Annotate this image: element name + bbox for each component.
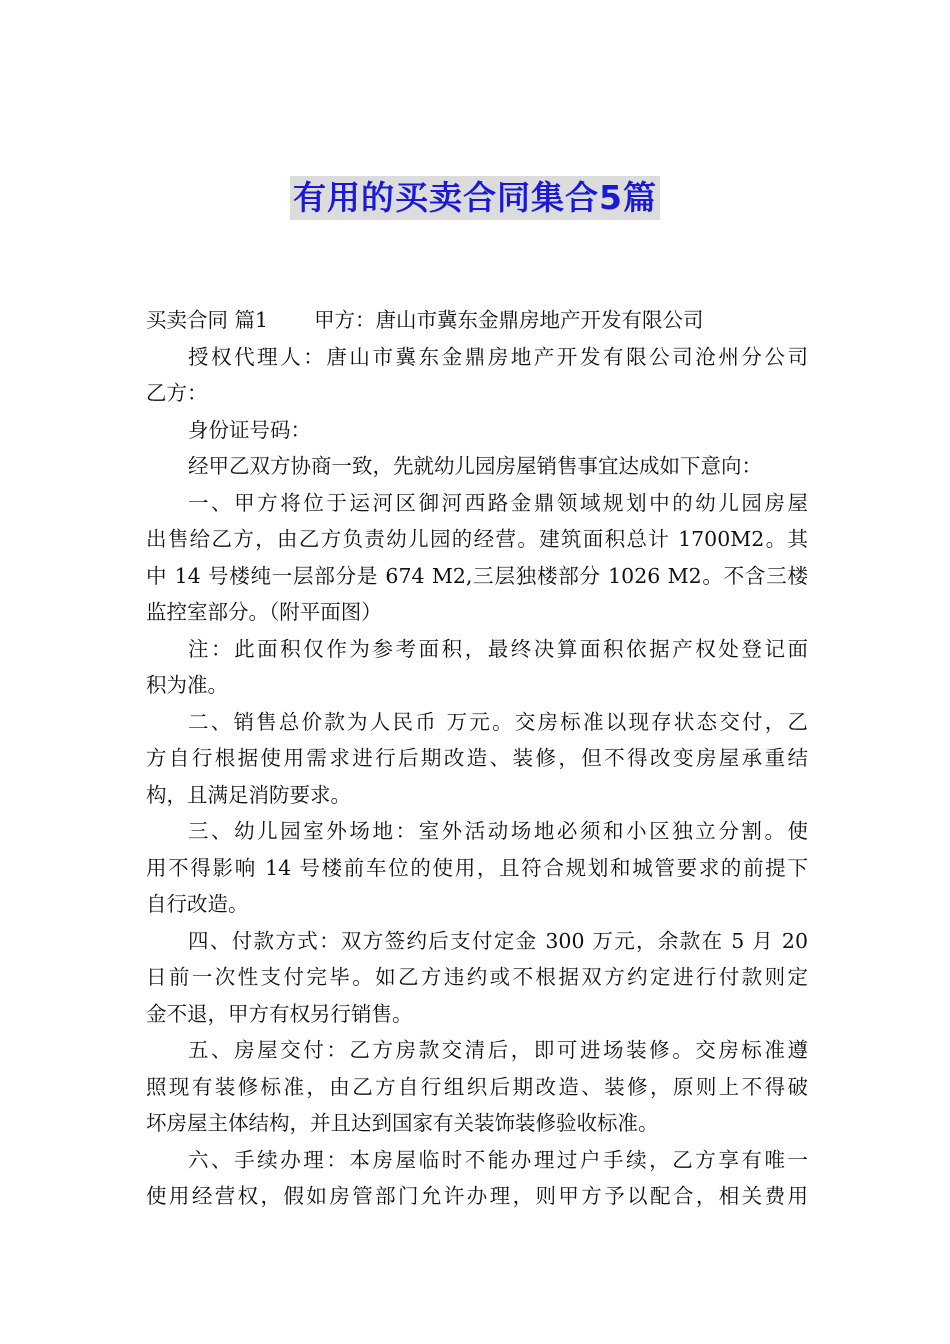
paragraph-line: 使用经营权，假如房管部门允许办理，则甲方予以配合，相关费用 bbox=[146, 1184, 808, 1208]
paragraph-line: 坏房屋主体结构，并且达到国家有关装饰装修验收标准。 bbox=[146, 1111, 659, 1135]
intro-paragraph: 经甲乙双方协商一致，先就幼儿园房屋销售事宜达成如下意向： bbox=[188, 454, 762, 478]
paragraph-line: 日前一次性支付完毕。如乙方违约或不根据双方约定进行付款则定 bbox=[146, 965, 808, 989]
document-title: 有用的买卖合同集合5篇 bbox=[290, 176, 660, 220]
paragraph-line: 用不得影响 14 号楼前车位的使用，且符合规划和城管要求的前提下 bbox=[146, 855, 808, 880]
paragraph-line: 一、甲方将位于运河区御河西路金鼎领域规划中的幼儿园房屋 bbox=[188, 490, 808, 515]
title-container bbox=[0, 176, 950, 220]
paragraph-line: 中 14 号楼纯一层部分是 674 M2,三层独楼部分 1026 M2。不含三楼 bbox=[146, 563, 808, 588]
paragraph-line: 六、手续办理：本房屋临时不能办理过户手续，乙方享有唯一 bbox=[188, 1147, 808, 1172]
paragraph-line: 方自行根据使用需求进行后期改造、装修，但不得改变房屋承重结 bbox=[146, 746, 808, 770]
party-a: 甲方：唐山市冀东金鼎房地产开发有限公司 bbox=[314, 308, 704, 332]
contract-heading-line bbox=[146, 302, 808, 339]
paragraph-line: 四、付款方式：双方签约后支付定金 300 万元，余款在 5 月 20 bbox=[188, 928, 808, 953]
paragraph-line: 构，且满足消防要求。 bbox=[146, 782, 351, 807]
paragraph-line: 二、销售总价款为人民币 万元。交房标准以现存状态交付，乙 bbox=[188, 709, 808, 734]
paragraph-line: 金不退，甲方有权另行销售。 bbox=[146, 1001, 413, 1026]
authorized-agent: 授权代理人：唐山市冀东金鼎房地产开发有限公司沧州分公司 bbox=[188, 344, 808, 369]
id-number: 身份证号码： bbox=[188, 417, 311, 442]
document-body bbox=[146, 302, 808, 1215]
paragraph-line: 监控室部分。（附平面图） bbox=[146, 600, 382, 624]
paragraph-line: 五、房屋交付：乙方房款交清后，即可进场装修。交房标准遵 bbox=[188, 1038, 808, 1062]
paragraph-line: 三、幼儿园室外场地：室外活动场地必须和小区独立分割。使 bbox=[188, 819, 808, 843]
paragraph-line: 出售给乙方，由乙方负责幼儿园的经营。建筑面积总计 1700M2。其 bbox=[146, 527, 808, 551]
paragraph-line: 积为准。 bbox=[146, 673, 228, 697]
paragraph-line: 自行改造。 bbox=[146, 892, 249, 916]
party-b: 乙方： bbox=[146, 381, 208, 405]
contract-number: 买卖合同 篇1 bbox=[146, 308, 269, 332]
paragraph-line: 照现有装修标准，由乙方自行组织后期改造、装修，原则上不得破 bbox=[146, 1074, 808, 1099]
paragraph-line: 注：此面积仅作为参考面积，最终决算面积依据产权处登记面 bbox=[188, 636, 808, 661]
